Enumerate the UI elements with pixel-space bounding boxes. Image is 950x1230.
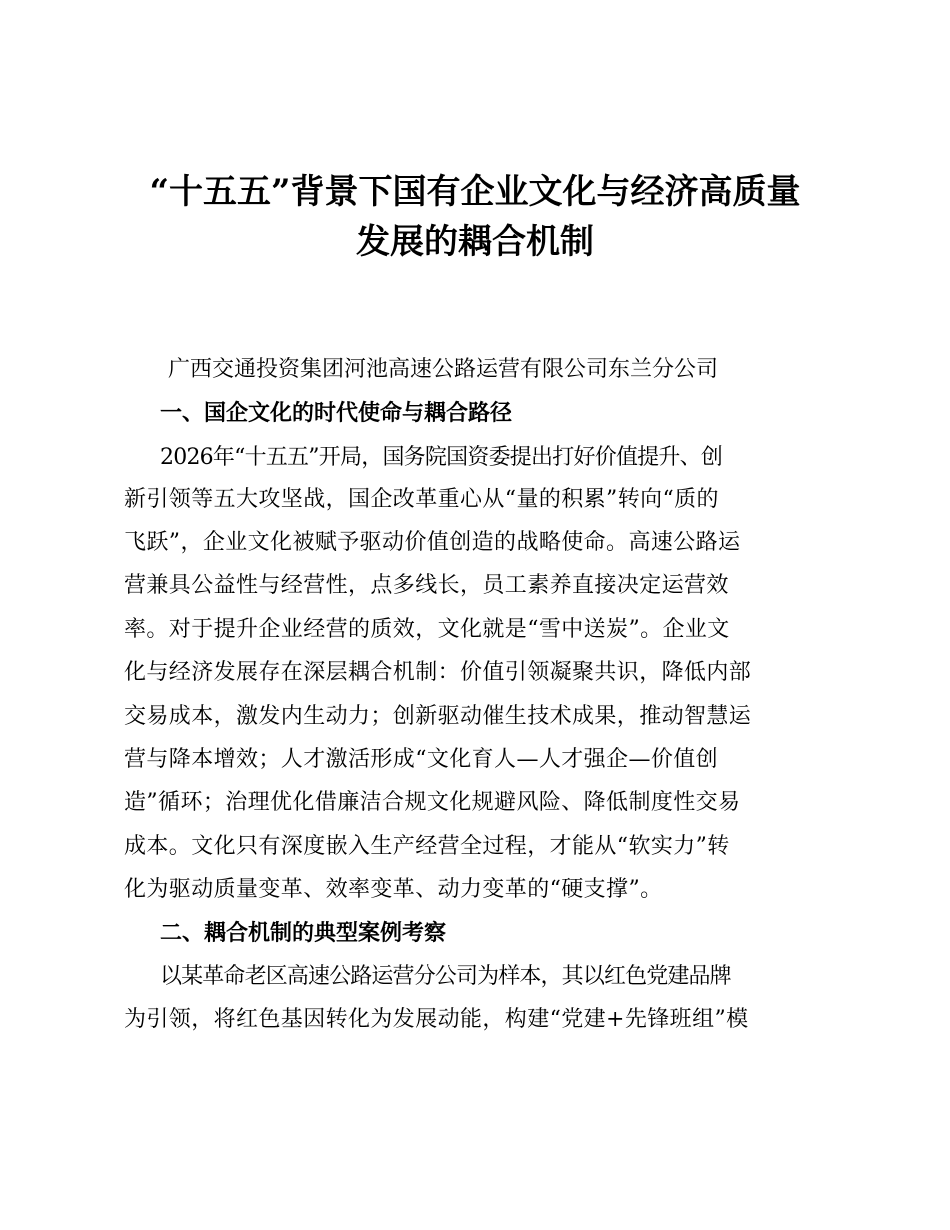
section-1-paragraph-line: 造”循环；治理优化借廉洁合规文化规避风险、降低制度性交易 — [124, 790, 741, 815]
section-1-paragraph-line: 率。对于提升企业经营的质效，文化就是“雪中送炭”。企业文 — [124, 617, 730, 642]
section-1-paragraph-line: 飞跃”，企业文化被赋予驱动价值创造的战略使命。高速公路运 — [124, 530, 741, 555]
section-1-paragraph-line: 营与降本增效；人才激活形成“文化育人—人才强企—价值创 — [124, 747, 719, 772]
section-1-paragraph-line: 成本。文化只有深度嵌入生产经营全过程，才能从“软实力”转 — [124, 834, 730, 859]
document-title-line-1: “十五五”背景下国有企业文化与经济高质量 — [149, 172, 801, 212]
section-1-paragraph-line: 2026年“十五五”开局，国务院国资委提出打好价值提升、创 — [160, 445, 723, 470]
section-1-paragraph-line: 化为驱动质量变革、效率变革、动力变革的“硬支撑”。 — [124, 877, 663, 902]
section-1-paragraph-line: 新引领等五大攻坚战，国企改革重心从“量的积累”转向“质的 — [124, 487, 719, 512]
section-1-paragraph-line: 交易成本，激发内生动力；创新驱动催生技术成果，推动智慧运 — [124, 704, 752, 729]
section-1-paragraph-line: 化与经济发展存在深层耦合机制：价值引领凝聚共识，降低内部 — [124, 660, 752, 685]
author-affiliation: 广西交通投资集团河池高速公路运营有限公司东兰分公司 — [168, 357, 719, 382]
document-title-line-2: 发展的耦合机制 — [356, 222, 594, 262]
section-1-heading: 一、国企文化的时代使命与耦合路径 — [160, 401, 513, 426]
section-2-paragraph-line: 以某革命老区高速公路运营分公司为样本，其以红色党建品牌 — [160, 964, 731, 989]
section-1-paragraph-line: 营兼具公益性与经营性，点多线长，员工素养直接决定运营效 — [124, 573, 729, 598]
section-2-heading: 二、耦合机制的典型案例考察 — [160, 921, 447, 946]
section-2-paragraph-line: 为引领，将红色基因转化为发展动能，构建“党建+先锋班组”模 — [124, 1007, 749, 1032]
